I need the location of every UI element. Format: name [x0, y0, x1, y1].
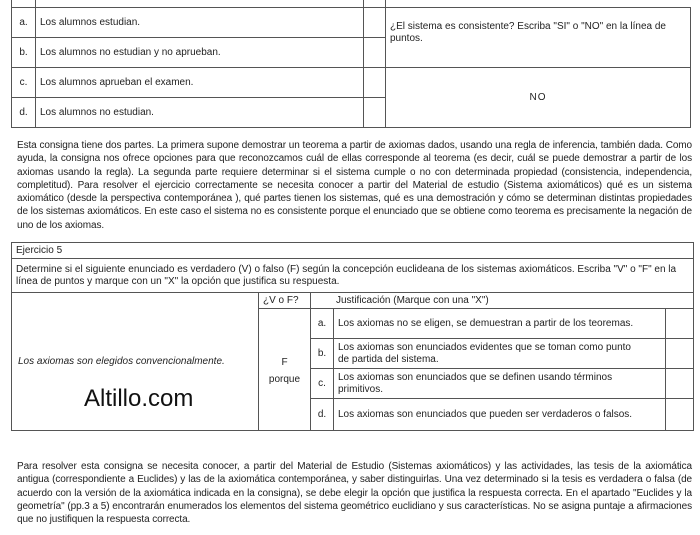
- porque-label: porque: [268, 374, 301, 385]
- option-text: Los axiomas no se eligen, se demuestran a partir de los teoremas.: [338, 317, 634, 329]
- mark-box[interactable]: [666, 399, 693, 430]
- option-letter: b.: [317, 347, 327, 359]
- mark-box[interactable]: [364, 68, 385, 97]
- watermark-logo: Altillo.com: [84, 385, 194, 412]
- option-text: Los alumnos aprueban el examen.: [40, 76, 194, 88]
- option-text: Los axiomas son enunciados que pueden ser verdaderos o falsos.: [338, 408, 633, 420]
- justification-header: Justificación (Marque con una "X"): [336, 294, 489, 306]
- option-letter: a.: [317, 317, 327, 329]
- option-letter: d.: [19, 106, 28, 118]
- mark-box[interactable]: [364, 38, 385, 67]
- option-text: Los alumnos no estudian y no aprueban.: [40, 46, 221, 58]
- mark-box[interactable]: [666, 309, 693, 338]
- option-letter: a.: [19, 16, 28, 28]
- consistency-question: ¿El sistema es consistente? Escriba "SI" o "NO" en la línea de puntos.: [390, 20, 666, 44]
- mark-box[interactable]: [364, 98, 385, 127]
- option-letter: b.: [19, 46, 28, 58]
- option-text: Los axiomas son enunciados que se definen usando términos primitivos.: [338, 371, 613, 395]
- vf-header: ¿V o F?: [263, 294, 299, 306]
- option-text: Los axiomas son enunciados evidentes que se toman como punto de partida del sistema.: [338, 341, 631, 365]
- option-letter: c.: [19, 76, 28, 88]
- option-letter: c.: [318, 377, 326, 389]
- explanation-paragraph-2: Para resolver esta consigna se necesita conocer, a partir del Material de Estudio (Sistemas axiomáticos) y las actividades, las tesis de la axiomática antigua (correspondiente a Euclides) y las de la axiomática contemporánea, y saber distinguirlas. Una vez determinado si la tesis es verdadera o falsa (de acuerdo con la versión de la axiomática indicada en la consigna), se debe elegir la opción que justifica la respuesta correcta. En el apartado "Euclides y la geometría" (pp.3 a 5) encontrarán enumerados los elementos del sistema geométrico euclidiano y sus características. No se asigna puntaje a afirmaciones que no justifiquen la respuesta correcta.: [17, 461, 692, 526]
- mark-box[interactable]: [666, 369, 693, 398]
- option-text: Los alumnos no estudian.: [40, 106, 154, 118]
- vf-answer[interactable]: F: [281, 357, 288, 368]
- exercise-title: Ejercicio 5: [16, 244, 63, 256]
- option-letter: d.: [317, 408, 327, 420]
- explanation-paragraph-1: Esta consigna tiene dos partes. La primera supone demostrar un teorema a partir de axiomas dados, usando una regla de inferencia, también dada. Como ayuda, la consigna nos ofrece opciones para que reconozcamos cuál de ellas corresponde al teorema (es decir, cuál se puede demostrar a partir de los axiomas usando la regla). La segunda parte requiere determinar si el sistema cumple o no con determinada propiedad (consistencia, independencia, completitud). Para resolver el ejercicio correctamente se necesita conocer a partir del Material de estudio (Sistema axiomáticos) qué es un sistema axiomático (desde la perspectiva contemporánea ), qué partes tienen los sistemas, qué es una demostración y cómo se determinan distintas propiedades de los sistemas axiomáticos. En este caso el sistema no es consistente porque el enunciado que se obtiene como teorema es precisamente la negación de uno de los axiomas.: [17, 140, 692, 231]
- consistency-answer[interactable]: NO: [529, 91, 547, 103]
- exercise-instruction: Determine si el siguiente enunciado es verdadero (V) o falso (F) según la concepción euclideana de los sistemas axiomáticos. Escriba "V" o "F" en la línea de puntos y marque con un "X" la opción que justifica su respuesta.: [16, 263, 677, 287]
- mark-box[interactable]: [364, 8, 385, 37]
- option-text: Los alumnos estudian.: [40, 16, 141, 28]
- exercise-statement: Los axiomas son elegidos convencionalmente.: [18, 355, 225, 367]
- mark-box[interactable]: [666, 339, 693, 368]
